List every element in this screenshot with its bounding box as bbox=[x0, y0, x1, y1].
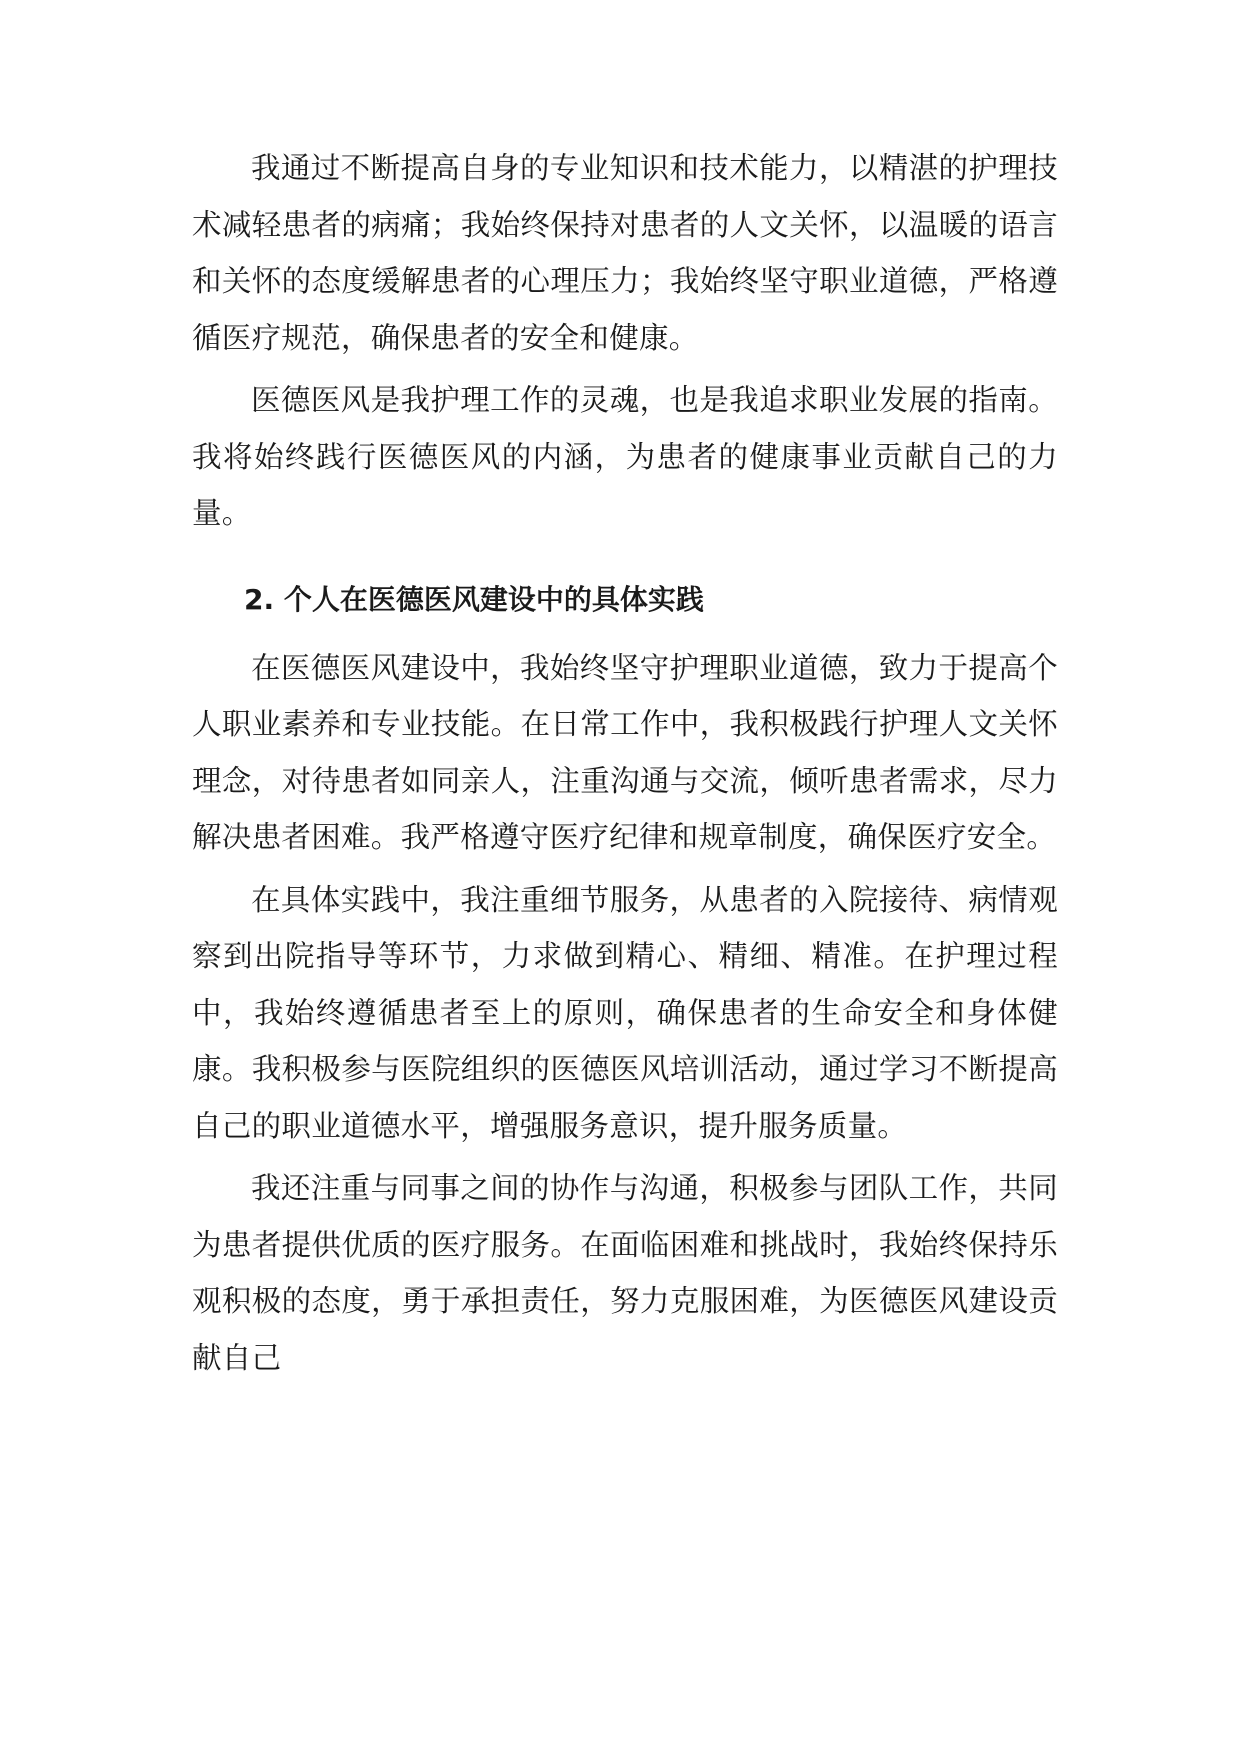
paragraph-nursing-skills: 我通过不断提高自身的专业知识和技术能力，以精湛的护理技术减轻患者的病痛；我始终保持对患者的人文关怀，以温暖的语言和关怀的态度缓解患者的心理压力；我始终坚守职业道德，严格遵循医疗规范，确保患者的安全和健康。 bbox=[192, 151, 1058, 355]
paragraph-detail-service: 在具体实践中，我注重细节服务，从患者的入院接待、病情观察到出院指导等环节，力求做到精心、精细、精准。在护理过程中，我始终遵循患者至上的原则，确保患者的生命安全和身体健康。我积极参与医院组织的医德医风培训活动，通过学习不断提高自己的职业道德水平，增强服务意识，提升服务质量。 bbox=[192, 882, 1058, 1143]
paragraph-ethics-construction: 在医德医风建设中，我始终坚守护理职业道德，致力于提高个人职业素养和专业技能。在日常工作中，我积极践行护理人文关怀理念，对待患者如同亲人，注重沟通与交流，倾听患者需求，尽力解决患者困难。我严格遵守医疗纪律和规章制度，确保医疗安全。 bbox=[192, 650, 1058, 854]
paragraph-ethics-soul: 医德医风是我护理工作的灵魂，也是我追求职业发展的指南。我将始终践行医德医风的内涵，为患者的健康事业贡献自己的力量。 bbox=[192, 383, 1058, 530]
paragraph-teamwork: 我还注重与同事之间的协作与沟通，积极参与团队工作，共同为患者提供优质的医疗服务。在面临困难和挑战时，我始终保持乐观积极的态度，勇于承担责任，努力克服困难，为医德医风建设贡献自己 bbox=[192, 1171, 1058, 1375]
section-heading: 2. 个人在医德医风建设中的具体实践 bbox=[244, 582, 704, 616]
document-page bbox=[192, 140, 1058, 1392]
